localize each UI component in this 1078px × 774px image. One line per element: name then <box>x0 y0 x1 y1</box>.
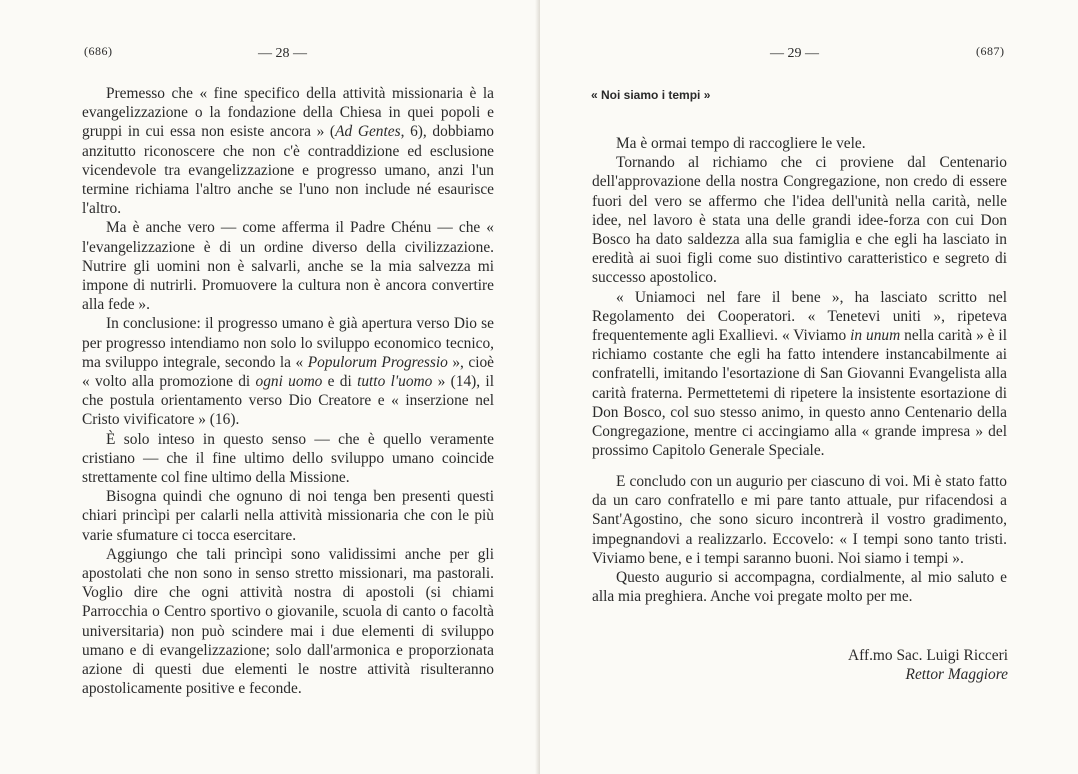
paragraph <box>82 218 494 314</box>
text-run: In conclusione: il progresso umano è già apertura verso Dio se per progresso intendiamo non solo lo sviluppo economico tecnico, ma sviluppo integrale, secondo la « <box>82 315 494 371</box>
paragraph <box>592 568 1007 606</box>
italic-text: Populorum Progressio <box>307 353 448 371</box>
page-number: — 29 — <box>770 46 819 61</box>
paragraph <box>592 153 1007 287</box>
left-body-text <box>82 84 494 699</box>
signature-name: Aff.mo Sac. Luigi Ricceri <box>848 647 1008 664</box>
italic-text: ogni uomo <box>255 373 323 391</box>
text-run: nella carità » è il richiamo costante che egli ha fatto intendere instancabilmente ai confratelli, imitando l'esortazione di San Giovanni Evangelista alla carità fraterna. Permettetemi di ripetere la insistente esortazione di Don Bosco, col suo stesso animo, in questo anno Centenario della Congregazione, mentre ci accingiamo alla « grande impresa » del prossimo Capitolo Generale Speciale. <box>592 327 1007 460</box>
text-run: , 6), dobbiamo anzitutto riconoscere che non c'è contraddizione ed esclusione vicendevole tra evangelizzazione e progresso umano, anzi l'un termine richiama l'altro anche se l'uno non include né esaurisce l'altro. <box>82 123 494 218</box>
italic-text: tutto l'uomo <box>357 373 433 391</box>
paragraph <box>82 84 494 218</box>
page-number: — 28 — <box>258 46 307 61</box>
italic-text: in unum <box>850 327 901 345</box>
text-run: », cioè « volto alla promozione di <box>82 353 495 391</box>
italic-text: Ad Gentes <box>335 123 401 141</box>
signature-block <box>848 646 1008 684</box>
paragraph <box>82 545 494 699</box>
text-run: « Uniamoci nel fare il bene », ha lasciato scritto nel Regolamento dei Cooperatori. « Tenetevi uniti », ripeteva frequentemente agli Exallievi. « Viviamo <box>592 288 1007 345</box>
paragraph <box>82 314 494 429</box>
text-run: E concludo con un augurio per ciascuno di voi. Mi è stato fatto da un caro confratello e mi pare tanto attuale, pur rifacendosi a Sant'Agostino, che sono sicuro incontrerà il vostro gradimento, impegnandovi a realizzarlo. Eccovelo: « I tempi sono tanto tristi. Viviamo bene, e i tempi saranno buoni. Noi siamo i tempi ». <box>592 473 1007 567</box>
text-run: Bisogna quindi che ognuno di noi tenga ben presenti questi chiari princìpi per calarli nella attività missionaria che con le più varie sfumature ci tocca esercitare. <box>82 488 494 544</box>
text-run: Ma è ormai tempo di raccogliere le vele. <box>616 135 866 152</box>
paragraph <box>82 430 494 488</box>
text-run: Aggiungo che tali princìpi sono validissimi anche per gli apostolati che non sono in senso stretto missionari, ma pastorali. Voglio dire che ogni attività nostra di apostoli (si chiami Parrocchia o Centro sportivo o giovanile, scuola di canto o facoltà universitaria) non può scindere mai i due elementi di sviluppo umano e di evangelizzazione; solo dall'armonica e proporzionata azione di questi due elementi le nostre attività risulteranno apostolicamente positive e feconde. <box>82 545 494 698</box>
paragraph <box>592 288 1007 461</box>
archive-number: (686) <box>84 44 113 58</box>
text-run: » (14), il che postula orientamento verso Dio Creatore e « inserzione nel Cristo vivificatore » (16). <box>82 373 494 429</box>
text-run: Premesso che « fine specifico della attività missionaria è la evangelizzazione o la fondazione della Chiesa in quei popoli e gruppi in cui essa non esiste ancora » ( <box>82 85 494 141</box>
text-run: È solo inteso in questo senso — che è quello veramente cristiano — che il fine ultimo dello sviluppo umano coincide strettamente col fine ultimo della Missione. <box>82 430 494 487</box>
signature-title: Rettor Maggiore <box>905 666 1008 683</box>
section-heading: « Noi siamo i tempi » <box>591 88 711 102</box>
right-body-text <box>592 134 1007 460</box>
text-run: e di <box>322 373 358 391</box>
text-run: Ma è anche vero — come afferma il Padre Chénu — che « l'evangelizzazione è di un ordine diverso della civilizzazione. Nutrire gli uomini non è salvarli, anche se la mia salvezza mi impone di nutrirli. Promuovere la cultura non è ancora convertire alla fede ». <box>82 219 494 314</box>
archive-number: (687) <box>976 44 1005 58</box>
paragraph <box>592 134 1007 153</box>
paragraph <box>82 487 494 545</box>
text-run: Questo augurio si accompagna, cordialmente, al mio saluto e alla mia preghiera. Anche voi pregate molto per me. <box>592 569 1007 606</box>
text-run: Tornando al richiamo che ci proviene dal Centenario dell'approvazione della nostra Congregazione, non credo di essere fuori del vero se affermo che l'idea dell'unità nella carità, nelle idee, nel lavoro è stata una delle grandi idee-forza con cui Don Bosco ha dato saldezza alla sua famiglia e che egli ha lasciato in eredità ai suoi figli come suo distintivo caratteristico e segreto di successo apostolico. <box>592 154 1007 287</box>
right-page <box>540 0 1078 774</box>
closing-text <box>592 472 1007 606</box>
paragraph <box>592 472 1007 568</box>
